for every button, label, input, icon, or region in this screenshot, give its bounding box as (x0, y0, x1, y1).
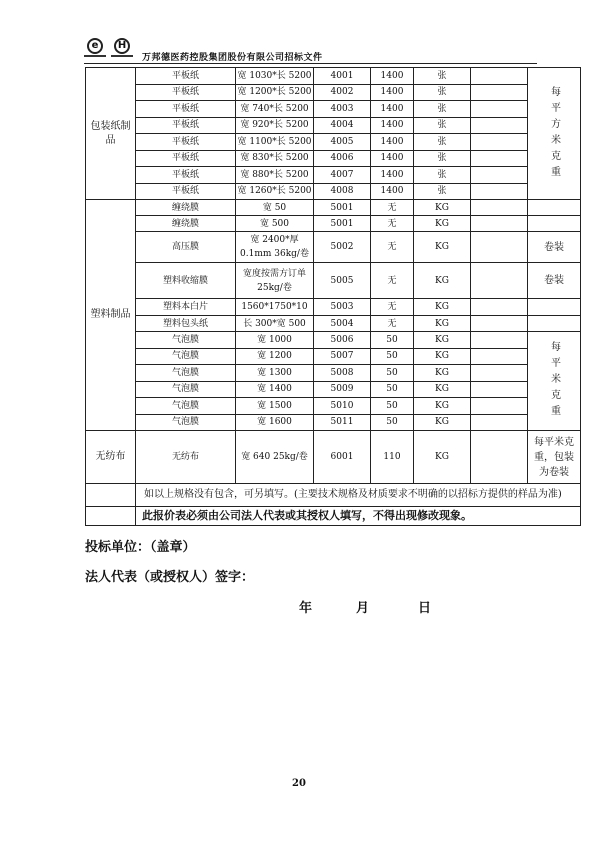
name-cell: 高压膜 (136, 232, 236, 263)
code-cell: 5007 (314, 348, 371, 365)
price-cell: 1400 (371, 150, 414, 167)
name-cell: 平板纸 (136, 84, 236, 101)
code-cell: 5008 (314, 365, 371, 382)
spec-cell: 宽 920*长 5200 (236, 117, 314, 134)
code-cell: 5004 (314, 316, 371, 332)
unit-cell: KG (414, 398, 471, 415)
unit-cell: 张 (414, 167, 471, 184)
category-cell: 无纺布 (86, 431, 136, 484)
price-cell: 110 (371, 431, 414, 484)
note-row (86, 507, 581, 526)
remark-cell (528, 316, 581, 332)
code-cell: 5011 (314, 414, 371, 431)
name-cell: 平板纸 (136, 117, 236, 134)
blank-cell (471, 398, 528, 415)
code-cell: 5010 (314, 398, 371, 415)
blank-cell (86, 484, 136, 507)
note2-text: 此报价表必须由公司法人代表或其授权人填写，不得出现修改现象。 (136, 507, 581, 526)
blank-cell (471, 348, 528, 365)
remark-cell: 每平米克重，包装为卷装 (528, 431, 581, 484)
date-day-label: 日 (418, 601, 432, 616)
code-cell: 5003 (314, 299, 371, 316)
date-year-label: 年 (299, 601, 313, 616)
blank-cell (471, 200, 528, 216)
unit-cell: 张 (414, 68, 471, 85)
blank-cell (471, 84, 528, 101)
spec-cell: 宽 500 (236, 216, 314, 232)
table-row (86, 299, 581, 316)
remark-cell: 卷装 (528, 263, 581, 299)
table-row (86, 84, 581, 101)
spec-cell: 宽度按需方订单 25kg/卷 (236, 263, 314, 299)
price-cell: 50 (371, 365, 414, 382)
spec-cell: 1560*1750*10 (236, 299, 314, 316)
unit-cell: 张 (414, 150, 471, 167)
blank-cell (471, 117, 528, 134)
price-cell: 无 (371, 263, 414, 299)
price-cell: 50 (371, 381, 414, 398)
table-row (86, 414, 581, 431)
code-cell: 4008 (314, 183, 371, 200)
code-cell: 4002 (314, 84, 371, 101)
name-cell: 气泡膜 (136, 348, 236, 365)
spec-cell: 宽 1260*长 5200 (236, 183, 314, 200)
page-number: 20 (292, 778, 306, 789)
name-cell: 平板纸 (136, 68, 236, 85)
blank-cell (471, 183, 528, 200)
table-row (86, 200, 581, 216)
name-cell: 平板纸 (136, 134, 236, 151)
name-cell: 平板纸 (136, 150, 236, 167)
price-table (85, 67, 581, 526)
unit-cell: KG (414, 332, 471, 349)
code-cell: 4005 (314, 134, 371, 151)
table-row (86, 183, 581, 200)
spec-cell: 宽 1600 (236, 414, 314, 431)
name-cell: 无纺布 (136, 431, 236, 484)
spec-cell: 宽 1400 (236, 381, 314, 398)
table-row (86, 216, 581, 232)
category-cell: 包装纸制品 (86, 68, 136, 200)
price-cell: 1400 (371, 84, 414, 101)
remark-cell (528, 216, 581, 232)
unit-cell: KG (414, 316, 471, 332)
code-cell: 6001 (314, 431, 371, 484)
blank-cell (471, 316, 528, 332)
table-row (86, 332, 581, 349)
name-cell: 气泡膜 (136, 332, 236, 349)
table-row (86, 232, 581, 263)
unit-cell: KG (414, 263, 471, 299)
blank-cell (471, 431, 528, 484)
unit-cell: KG (414, 381, 471, 398)
name-cell: 塑料本白片 (136, 299, 236, 316)
code-cell: 4001 (314, 68, 371, 85)
name-cell: 平板纸 (136, 167, 236, 184)
note-row (86, 484, 581, 507)
name-cell: 气泡膜 (136, 381, 236, 398)
unit-cell: KG (414, 365, 471, 382)
price-cell: 无 (371, 299, 414, 316)
price-cell: 1400 (371, 117, 414, 134)
price-cell: 50 (371, 414, 414, 431)
price-cell: 无 (371, 200, 414, 216)
name-cell: 平板纸 (136, 183, 236, 200)
company-logo-left: e (84, 38, 106, 60)
spec-cell: 宽 2400*厚 0.1mm 36kg/卷 (236, 232, 314, 263)
code-cell: 4006 (314, 150, 371, 167)
unit-cell: 张 (414, 183, 471, 200)
name-cell: 气泡膜 (136, 398, 236, 415)
name-cell: 塑料包头纸 (136, 316, 236, 332)
table-row (86, 263, 581, 299)
unit-cell: 张 (414, 84, 471, 101)
code-cell: 5002 (314, 232, 371, 263)
remark-cell: 卷装 (528, 232, 581, 263)
blank-cell (471, 232, 528, 263)
spec-cell: 宽 1100*长 5200 (236, 134, 314, 151)
unit-cell: KG (414, 414, 471, 431)
code-cell: 5009 (314, 381, 371, 398)
price-cell: 1400 (371, 68, 414, 85)
price-cell: 1400 (371, 167, 414, 184)
price-cell: 无 (371, 232, 414, 263)
table-row (86, 348, 581, 365)
price-cell: 50 (371, 398, 414, 415)
code-cell: 5001 (314, 200, 371, 216)
table-row (86, 381, 581, 398)
unit-cell: KG (414, 431, 471, 484)
bidder-stamp-label: 投标单位：（盖章） (85, 540, 196, 555)
remark-cell: 每平方米克重 (528, 68, 581, 200)
table-row (86, 167, 581, 184)
code-cell: 5005 (314, 263, 371, 299)
table-row (86, 398, 581, 415)
blank-cell (471, 299, 528, 316)
price-cell: 50 (371, 348, 414, 365)
price-cell: 无 (371, 216, 414, 232)
table-row (86, 134, 581, 151)
blank-cell (471, 365, 528, 382)
price-cell: 50 (371, 332, 414, 349)
category-cell: 塑料制品 (86, 200, 136, 431)
blank-cell (471, 216, 528, 232)
price-cell: 无 (371, 316, 414, 332)
spec-cell: 宽 1200 (236, 348, 314, 365)
price-cell: 1400 (371, 134, 414, 151)
unit-cell: KG (414, 299, 471, 316)
table-row (86, 150, 581, 167)
spec-cell: 宽 50 (236, 200, 314, 216)
note-text: 如以上规格没有包含，可另填写。(主要技术规格及材质要求不明确的以招标方提供的样品为准) (136, 484, 581, 507)
unit-cell: KG (414, 232, 471, 263)
code-cell: 4003 (314, 101, 371, 118)
unit-cell: KG (414, 348, 471, 365)
spec-cell: 宽 1030*长 5200 (236, 68, 314, 85)
blank-cell (471, 150, 528, 167)
table-row (86, 431, 581, 484)
code-cell: 4007 (314, 167, 371, 184)
spec-cell: 宽 1000 (236, 332, 314, 349)
code-cell: 4004 (314, 117, 371, 134)
name-cell: 塑料收缩膜 (136, 263, 236, 299)
table-row (86, 68, 581, 85)
blank-cell (471, 263, 528, 299)
header-divider (84, 63, 537, 64)
unit-cell: KG (414, 216, 471, 232)
spec-cell: 宽 1500 (236, 398, 314, 415)
table-row (86, 316, 581, 332)
header-title: 万邦德医药控股集团股份有限公司招标文件 (142, 53, 323, 63)
blank-cell (471, 381, 528, 398)
unit-cell: KG (414, 200, 471, 216)
table-row (86, 101, 581, 118)
blank-cell (471, 68, 528, 85)
code-cell: 5001 (314, 216, 371, 232)
remark-cell: 每平米克重 (528, 332, 581, 431)
price-cell: 1400 (371, 101, 414, 118)
name-cell: 缠绕膜 (136, 216, 236, 232)
spec-cell: 宽 1200*长 5200 (236, 84, 314, 101)
blank-cell (471, 134, 528, 151)
spec-cell: 宽 1300 (236, 365, 314, 382)
name-cell: 气泡膜 (136, 414, 236, 431)
blank-cell (471, 101, 528, 118)
price-cell: 1400 (371, 183, 414, 200)
date-month-label: 月 (356, 601, 370, 616)
unit-cell: 张 (414, 101, 471, 118)
table-row (86, 365, 581, 382)
spec-cell: 宽 740*长 5200 (236, 101, 314, 118)
company-logo-right: H (111, 38, 133, 60)
remark-cell (528, 200, 581, 216)
spec-cell: 长 300*宽 500 (236, 316, 314, 332)
name-cell: 气泡膜 (136, 365, 236, 382)
code-cell: 5006 (314, 332, 371, 349)
spec-cell: 宽 880*长 5200 (236, 167, 314, 184)
name-cell: 平板纸 (136, 101, 236, 118)
spec-cell: 宽 830*长 5200 (236, 150, 314, 167)
spec-cell: 宽 640 25kg/卷 (236, 431, 314, 484)
table-row (86, 117, 581, 134)
blank-cell (86, 507, 136, 526)
name-cell: 缠绕膜 (136, 200, 236, 216)
blank-cell (471, 414, 528, 431)
legal-rep-signature-label: 法人代表（或授权人）签字： (85, 570, 255, 585)
blank-cell (471, 167, 528, 184)
remark-cell (528, 299, 581, 316)
blank-cell (471, 332, 528, 349)
unit-cell: 张 (414, 134, 471, 151)
unit-cell: 张 (414, 117, 471, 134)
